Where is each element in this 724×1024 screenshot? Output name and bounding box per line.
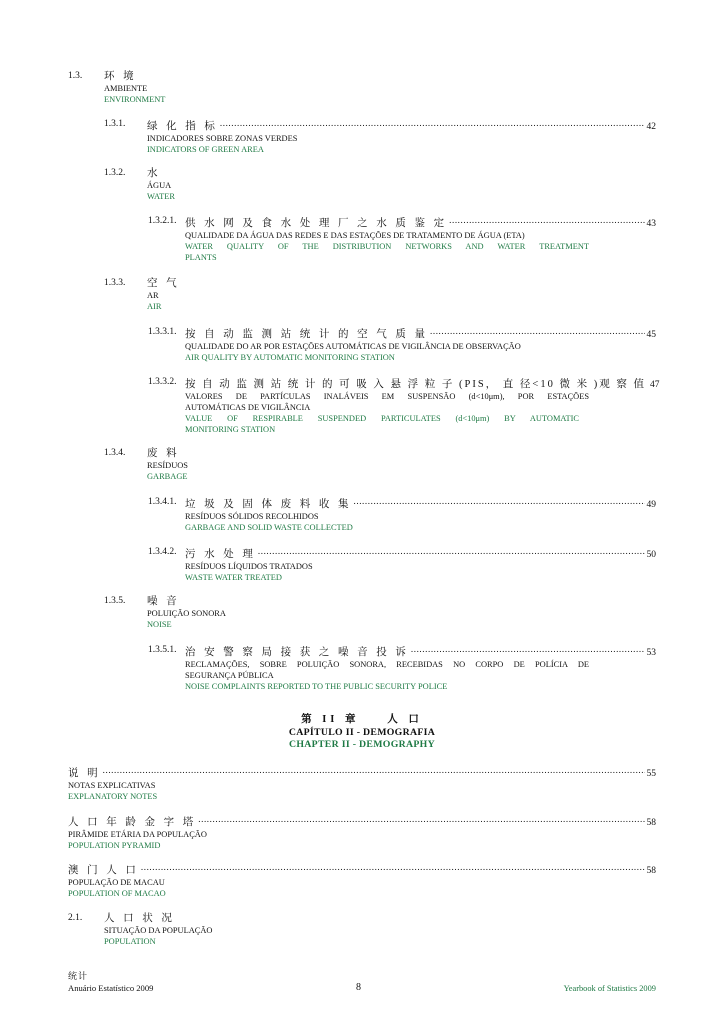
section-number: 2.1. bbox=[68, 913, 83, 923]
entry-title-en-cont: PLANTS bbox=[185, 253, 217, 262]
entry-title-en: NOISE COMPLAINTS REPORTED TO THE PUBLIC SECURITY POLICE bbox=[185, 682, 448, 691]
section-title-pt: SITUAÇÃO DA POPULAÇÃO bbox=[104, 926, 213, 935]
section-title-pt: AMBIENTE bbox=[104, 84, 148, 93]
chapter-heading bbox=[0, 713, 724, 751]
entry-title-en: AIR QUALITY BY AUTOMATIC MONITORING STATION bbox=[185, 353, 395, 362]
section-title-zh: 水 bbox=[147, 168, 161, 179]
entry-title-zh: 说 明 bbox=[68, 768, 101, 779]
entry-title-en-cont: MONITORING STATION bbox=[185, 425, 276, 434]
entry-title-pt: VALORES DE PARTÍCULAS INALÁVEIS EM SUSPENSÃO (d<10μm), POR ESTAÇÕES bbox=[185, 392, 589, 401]
section-number: 1.3.4. bbox=[104, 448, 126, 458]
entry-title-pt: RESÍDUOS SÓLIDOS RECOLHIDOS bbox=[185, 512, 319, 521]
entry-title-pt: RECLAMAÇÕES, SOBRE POLUIÇÃO SONORA, RECEBIDAS NO CORPO DE POLÍCIA DE bbox=[185, 660, 589, 669]
page-number: 53 bbox=[646, 648, 656, 658]
entry-title-en: POPULATION OF MACAO bbox=[68, 889, 166, 898]
toc-entry-1-3-1[interactable] bbox=[147, 118, 656, 155]
entry-title-pt-cont: SEGURANÇA PÚBLICA bbox=[185, 671, 274, 680]
section-number: 1.3.1. bbox=[104, 119, 126, 129]
section-number: 1.3. bbox=[68, 71, 83, 81]
page-number: 50 bbox=[646, 550, 656, 560]
page-number: 45 bbox=[646, 330, 656, 340]
toc-entry-1-3-2-1[interactable] bbox=[185, 215, 656, 263]
entry-title-zh: 按 自 动 监 测 站 统 计 的 空 气 质 量 bbox=[185, 329, 428, 340]
section-title-pt: RESÍDUOS bbox=[147, 461, 188, 470]
section-1-3-2 bbox=[147, 167, 175, 202]
entry-title-pt: PIRÂMIDE ETÁRIA DA POPULAÇÃO bbox=[68, 830, 207, 839]
toc-entry-1-3-3-2[interactable] bbox=[185, 376, 660, 435]
entry-title-en: WATER QUALITY OF THE DISTRIBUTION NETWORKS AND WATER TREATMENT bbox=[185, 242, 589, 251]
chapter-title-zh: 第 II 章 人 口 bbox=[301, 714, 423, 725]
dot-leader bbox=[141, 862, 645, 873]
entry-title-pt: INDICADORES SOBRE ZONAS VERDES bbox=[147, 134, 298, 143]
section-title-en: WATER bbox=[147, 192, 175, 201]
page-number: 42 bbox=[646, 122, 656, 132]
section-number: 1.3.4.2. bbox=[148, 547, 177, 557]
toc-entry-1-3-4-1[interactable] bbox=[185, 496, 656, 533]
toc-entry-notes[interactable] bbox=[68, 765, 656, 802]
section-number: 1.3.4.1. bbox=[148, 497, 177, 507]
section-1-3-5 bbox=[147, 595, 226, 630]
section-number: 1.3.2. bbox=[104, 168, 126, 178]
entry-title-zh: 澳 门 人 口 bbox=[68, 865, 139, 876]
section-1-3-3 bbox=[147, 277, 180, 312]
section-title-en: NOISE bbox=[147, 620, 172, 629]
entry-title-zh: 污 水 处 理 bbox=[185, 549, 256, 560]
section-number: 1.3.3. bbox=[104, 278, 126, 288]
section-title-zh: 噪 音 bbox=[147, 596, 180, 607]
entry-title-en: VALUE OF RESPIRABLE SUSPENDED PARTICULATES (d<10μm) BY AUTOMATIC bbox=[185, 414, 579, 423]
chapter-title-pt: CAPÍTULO II - DEMOGRAFIA bbox=[288, 727, 436, 738]
footer-title-pt: Anuário Estatístico 2009 bbox=[68, 983, 154, 993]
section-title-zh: 废 料 bbox=[147, 448, 180, 459]
entry-title-en: EXPLANATORY NOTES bbox=[68, 792, 158, 801]
chapter-title-en: CHAPTER II - DEMOGRAPHY bbox=[289, 739, 435, 750]
section-number: 1.3.5.1. bbox=[148, 645, 177, 655]
page-footer bbox=[68, 970, 656, 993]
entry-title-zh: 绿 化 指 标 bbox=[147, 121, 218, 132]
entry-title-pt: NOTAS EXPLICATIVAS bbox=[68, 781, 156, 790]
toc-entry-1-3-5-1[interactable] bbox=[185, 644, 656, 692]
toc-entry-1-3-3-1[interactable] bbox=[185, 326, 656, 363]
toc-entry-pyramid[interactable] bbox=[68, 814, 656, 851]
section-title-en: ENVIRONMENT bbox=[104, 95, 166, 104]
entry-title-zh: 垃 圾 及 固 体 废 料 收 集 bbox=[185, 499, 352, 510]
entry-title-en: INDICATORS OF GREEN AREA bbox=[147, 145, 264, 154]
entry-title-zh: 治 安 警 察 局 接 获 之 噪 音 投 诉 bbox=[185, 647, 409, 658]
section-number: 1.3.3.2. bbox=[148, 377, 177, 387]
section-number: 1.3.2.1. bbox=[148, 216, 177, 226]
page-number: 58 bbox=[646, 818, 656, 828]
dot-leader bbox=[258, 546, 645, 557]
section-number: 1.3.5. bbox=[104, 596, 126, 606]
entry-title-en: POPULATION PYRAMID bbox=[68, 841, 161, 850]
entry-title-pt: POPULAÇÃO DE MACAU bbox=[68, 878, 165, 887]
section-title-en: GARBAGE bbox=[147, 472, 188, 481]
dot-leader bbox=[430, 326, 645, 337]
dot-leader bbox=[103, 765, 645, 776]
section-1-3-4 bbox=[147, 447, 188, 482]
page-number: 47 bbox=[649, 380, 660, 390]
dot-leader bbox=[354, 496, 645, 507]
entry-title-pt: QUALIDADE DA ÁGUA DAS REDES E DAS ESTAÇÕES DE TRATAMENTO DE ÁGUA (ETA) bbox=[185, 231, 525, 240]
entry-title-zh: 供 水 网 及 食 水 处 理 厂 之 水 质 鉴 定 bbox=[185, 218, 448, 229]
footer-page-number: 8 bbox=[356, 982, 361, 993]
section-number: 1.3.3.1. bbox=[148, 327, 177, 337]
toc-entry-macao[interactable] bbox=[68, 862, 656, 899]
footer-title-zh: 统计 bbox=[68, 971, 89, 981]
page-number: 55 bbox=[646, 769, 656, 779]
toc-entry-1-3-4-2[interactable] bbox=[185, 546, 656, 583]
entry-title-pt: QUALIDADE DO AR POR ESTAÇÕES AUTOMÁTICAS DE VIGILÂNCIA DE OBSERVAÇÃO bbox=[185, 342, 521, 351]
section-title-zh: 空 气 bbox=[147, 278, 180, 289]
section-title-pt: AR bbox=[147, 291, 159, 300]
section-2-1 bbox=[104, 912, 212, 947]
entry-title-zh: 按 自 动 监 测 站 统 计 的 可 吸 入 悬 浮 粒 子 (PIS， 直 径<10 微 米 )观 察 值 bbox=[185, 379, 646, 390]
section-title-en: POPULATION bbox=[104, 937, 156, 946]
entry-title-pt: RESÍDUOS LÍQUIDOS TRATADOS bbox=[185, 562, 313, 571]
dot-leader bbox=[449, 215, 644, 226]
entry-title-pt-cont: AUTOMÁTICAS DE VIGILÂNCIA bbox=[185, 403, 311, 412]
entry-title-en: WASTE WATER TREATED bbox=[185, 573, 282, 582]
page-number: 49 bbox=[646, 500, 656, 510]
section-title-en: AIR bbox=[147, 302, 162, 311]
section-title-pt: POLUIÇÃO SONORA bbox=[147, 609, 226, 618]
section-title-pt: ÁGUA bbox=[147, 181, 172, 190]
dot-leader bbox=[198, 814, 644, 825]
section-title-zh: 人 口 状 况 bbox=[104, 913, 175, 924]
dot-leader bbox=[411, 644, 645, 655]
page-number: 58 bbox=[646, 866, 656, 876]
entry-title-zh: 人 口 年 龄 金 字 塔 bbox=[68, 817, 197, 828]
section-1-3 bbox=[104, 70, 165, 105]
page-number: 43 bbox=[646, 219, 656, 229]
footer-title-en: Yearbook of Statistics 2009 bbox=[563, 984, 656, 993]
entry-title-en: GARBAGE AND SOLID WASTE COLLECTED bbox=[185, 523, 353, 532]
dot-leader bbox=[220, 118, 645, 129]
section-title-zh: 环 境 bbox=[104, 71, 137, 82]
